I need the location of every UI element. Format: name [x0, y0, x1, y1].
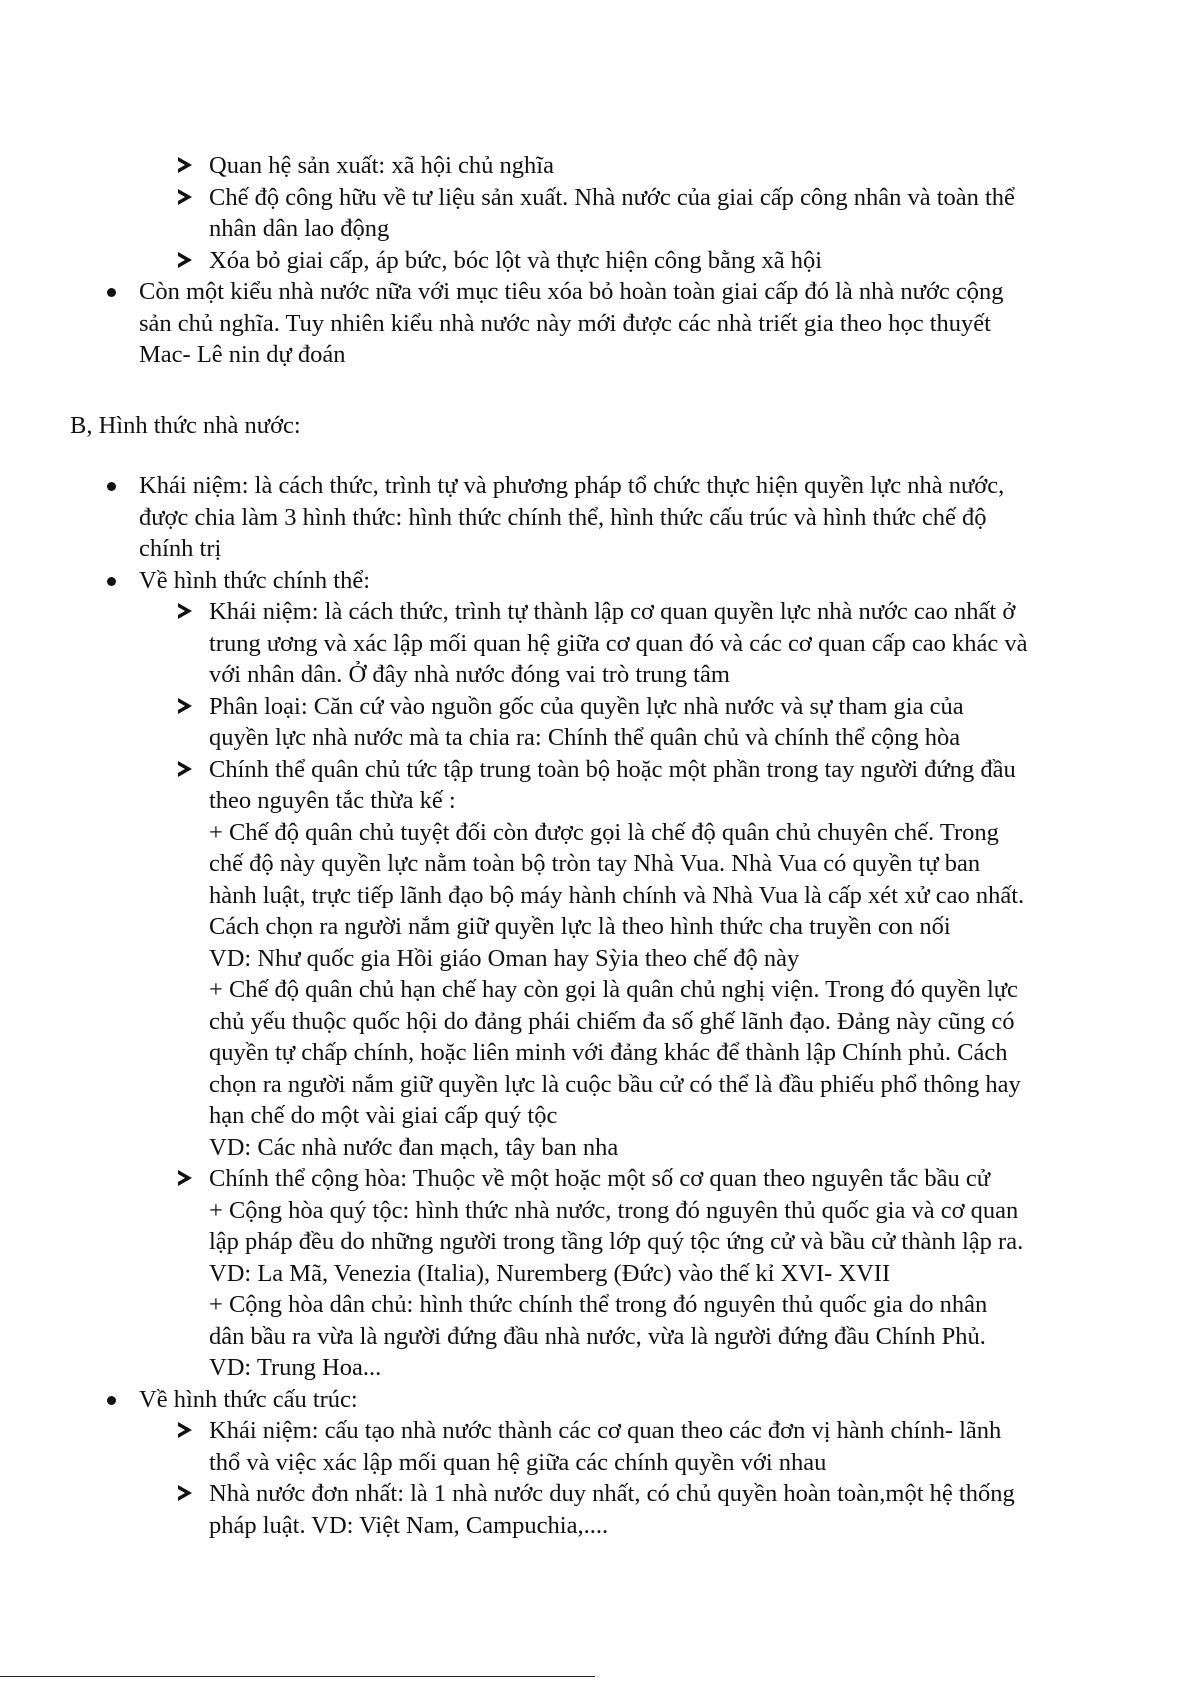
arrow-bullet-icon — [178, 603, 192, 619]
arrow-bullet-icon — [178, 1422, 192, 1438]
list-item: Khái niệm: là cách thức, trình tự và phương pháp tổ chức thực hiện quyền lực nhà nước, — [0, 470, 1191, 502]
section-heading — [0, 410, 1191, 442]
list-item-cont: sản chủ nghĩa. Tuy nhiên kiểu nhà nước này mới được các nhà triết gia theo học thuyết — [139, 309, 991, 337]
arrow-bullet-icon — [178, 157, 192, 173]
bullet-dot-icon — [107, 288, 116, 297]
list-item: Về hình thức cấu trúc: — [0, 1384, 1191, 1416]
heading-text: B, Hình thức nhà nước: — [70, 412, 301, 439]
arrow-bullet-icon — [178, 189, 192, 205]
list-item: Xóa bỏ giai cấp, áp bức, bóc lột và thực hiện công bằng xã hội — [0, 245, 1191, 277]
list-item: Nhà nước đơn nhất: là 1 nhà nước duy nhất, có chủ quyền hoàn toàn,một hệ thống — [0, 1478, 1191, 1510]
arrow-bullet-icon — [178, 698, 192, 714]
list-item: Về hình thức chính thể: — [0, 565, 1191, 597]
list-item: Khái niệm: cấu tạo nhà nước thành các cơ quan theo các đơn vị hành chính- lãnh — [0, 1415, 1191, 1447]
bullet-dot-icon — [107, 1396, 116, 1405]
list-item-cont: Mac- Lê nin dự đoán — [139, 341, 346, 368]
section-1 — [0, 150, 1191, 371]
list-item: Chế độ công hữu về tư liệu sản xuất. Nhà nước của giai cấp công nhân và toàn thể — [0, 182, 1191, 214]
arrow-bullet-icon — [178, 252, 192, 268]
list-item-cont: nhân dân lao động — [209, 215, 390, 242]
list-item: Chính thể quân chủ tức tập trung toàn bộ hoặc một phần trong tay người đứng đầu — [0, 754, 1191, 786]
arrow-bullet-icon — [178, 1170, 192, 1186]
bullet-dot-icon — [107, 482, 116, 491]
list-item: Quan hệ sản xuất: xã hội chủ nghĩa — [0, 150, 1191, 182]
list-item: Khái niệm: là cách thức, trình tự thành lập cơ quan quyền lực nhà nước cao nhất ở — [0, 596, 1191, 628]
footer-divider — [0, 1676, 595, 1677]
list-item: Còn một kiểu nhà nước nữa với mục tiêu xóa bỏ hoàn toàn giai cấp đó là nhà nước cộng — [0, 276, 1191, 308]
section-b-body: Khái niệm: là cách thức, trình tự và phương pháp tổ chức thực hiện quyền lực nhà nước, được chia làm 3 hình thức: hình thức chính thể, hình thức cấu trúc và hình thức chế độ chính trị Về hình thức chính thể: Khái niệm: là cách thức, trình tự thành lập cơ quan quyền lực nhà nước cao nhất ở trung ương và xác lập mối quan hệ giữa cơ quan đó và các cơ quan cấp cao khác và với nhân dân. Ở đây nhà nước đóng vai trò trung tâm Phân loại: Căn cứ vào nguồn gốc của quyền lực nhà nước và sự tham gia của quyền lực nhà nước mà ta chia ra: Chính thể quân chủ và chính thể cộng hòa Chính thể quân chủ tức tập trung toàn bộ hoặc một phần trong tay người đứng đầu theo nguyên tắc thừa kế : + Chế độ quân chủ tuyệt đối còn được gọi là chế độ quân chủ chuyên chế. Trong chế độ này quyền lực nằm toàn bộ tròn tay Nhà Vua. Nhà Vua có quyền tự ban hành luật, trực tiếp lãnh đạo bộ máy hành chính và Nhà Vua là cấp xét xử cao nhất. Cách chọn ra người nắm giữ quyền lực là theo hình thức cha truyền con nối VD: Như quốc gia Hồi giáo Oman hay Sỳia theo chế độ này + Chế độ quân chủ hạn chế hay còn gọi là quân chủ nghị viện. Trong đó quyền lực chủ yếu thuộc quốc hội do đảng phái chiếm đa số ghế lãnh đạo. Đảng này cũng có quyền tự chấp chính, hoặc liên minh với đảng khác để thành lập Chính phủ. Cách chọn ra người nắm giữ quyền lực là cuộc bầu cử có thể là đầu phiếu phổ thông hay hạn chế do một vài giai cấp quý tộc VD: Các nhà nước đan mạch, tây ban nha Chính thể cộng hòa: Thuộc về một hoặc một số cơ quan theo nguyên tắc bầu cử + Cộng hòa quý tộc: hình thức nhà nước, trong đó nguyên thủ quốc gia và cơ quan lập pháp đều do những người trong tầng lớp quý tộc ứng cử và bầu cử thành lập ra. VD: La Mã, Venezia (Italia), Nuremberg (Đức) vào thế kỉ XVI- XVII + Cộng hòa dân chủ: hình thức chính thể trong đó nguyên thủ quốc gia do nhân dân bầu ra vừa là người đứng đầu nhà nước, vừa là người đứng đầu Chính Phủ. VD: Trung Hoa... Về hình thức cấu trúc: Khái niệm: cấu tạo nhà nước thành các cơ quan theo các đơn vị hành chính- lãnh thổ và việc xác lập mối quan hệ giữa các chính quyền với nhau Nhà nước đơn nhất: là 1 nhà nước duy nhất, có chủ quyền hoàn toàn,một hệ thống pháp luật. VD: Việt Nam, Campuchia,.... — [0, 470, 1191, 1541]
list-item: Phân loại: Căn cứ vào nguồn gốc của quyền lực nhà nước và sự tham gia của — [0, 691, 1191, 723]
list-item: Chính thể cộng hòa: Thuộc về một hoặc một số cơ quan theo nguyên tắc bầu cử — [0, 1163, 1191, 1195]
arrow-bullet-icon — [178, 761, 192, 777]
bullet-dot-icon — [107, 577, 116, 586]
arrow-bullet-icon — [178, 1485, 192, 1501]
